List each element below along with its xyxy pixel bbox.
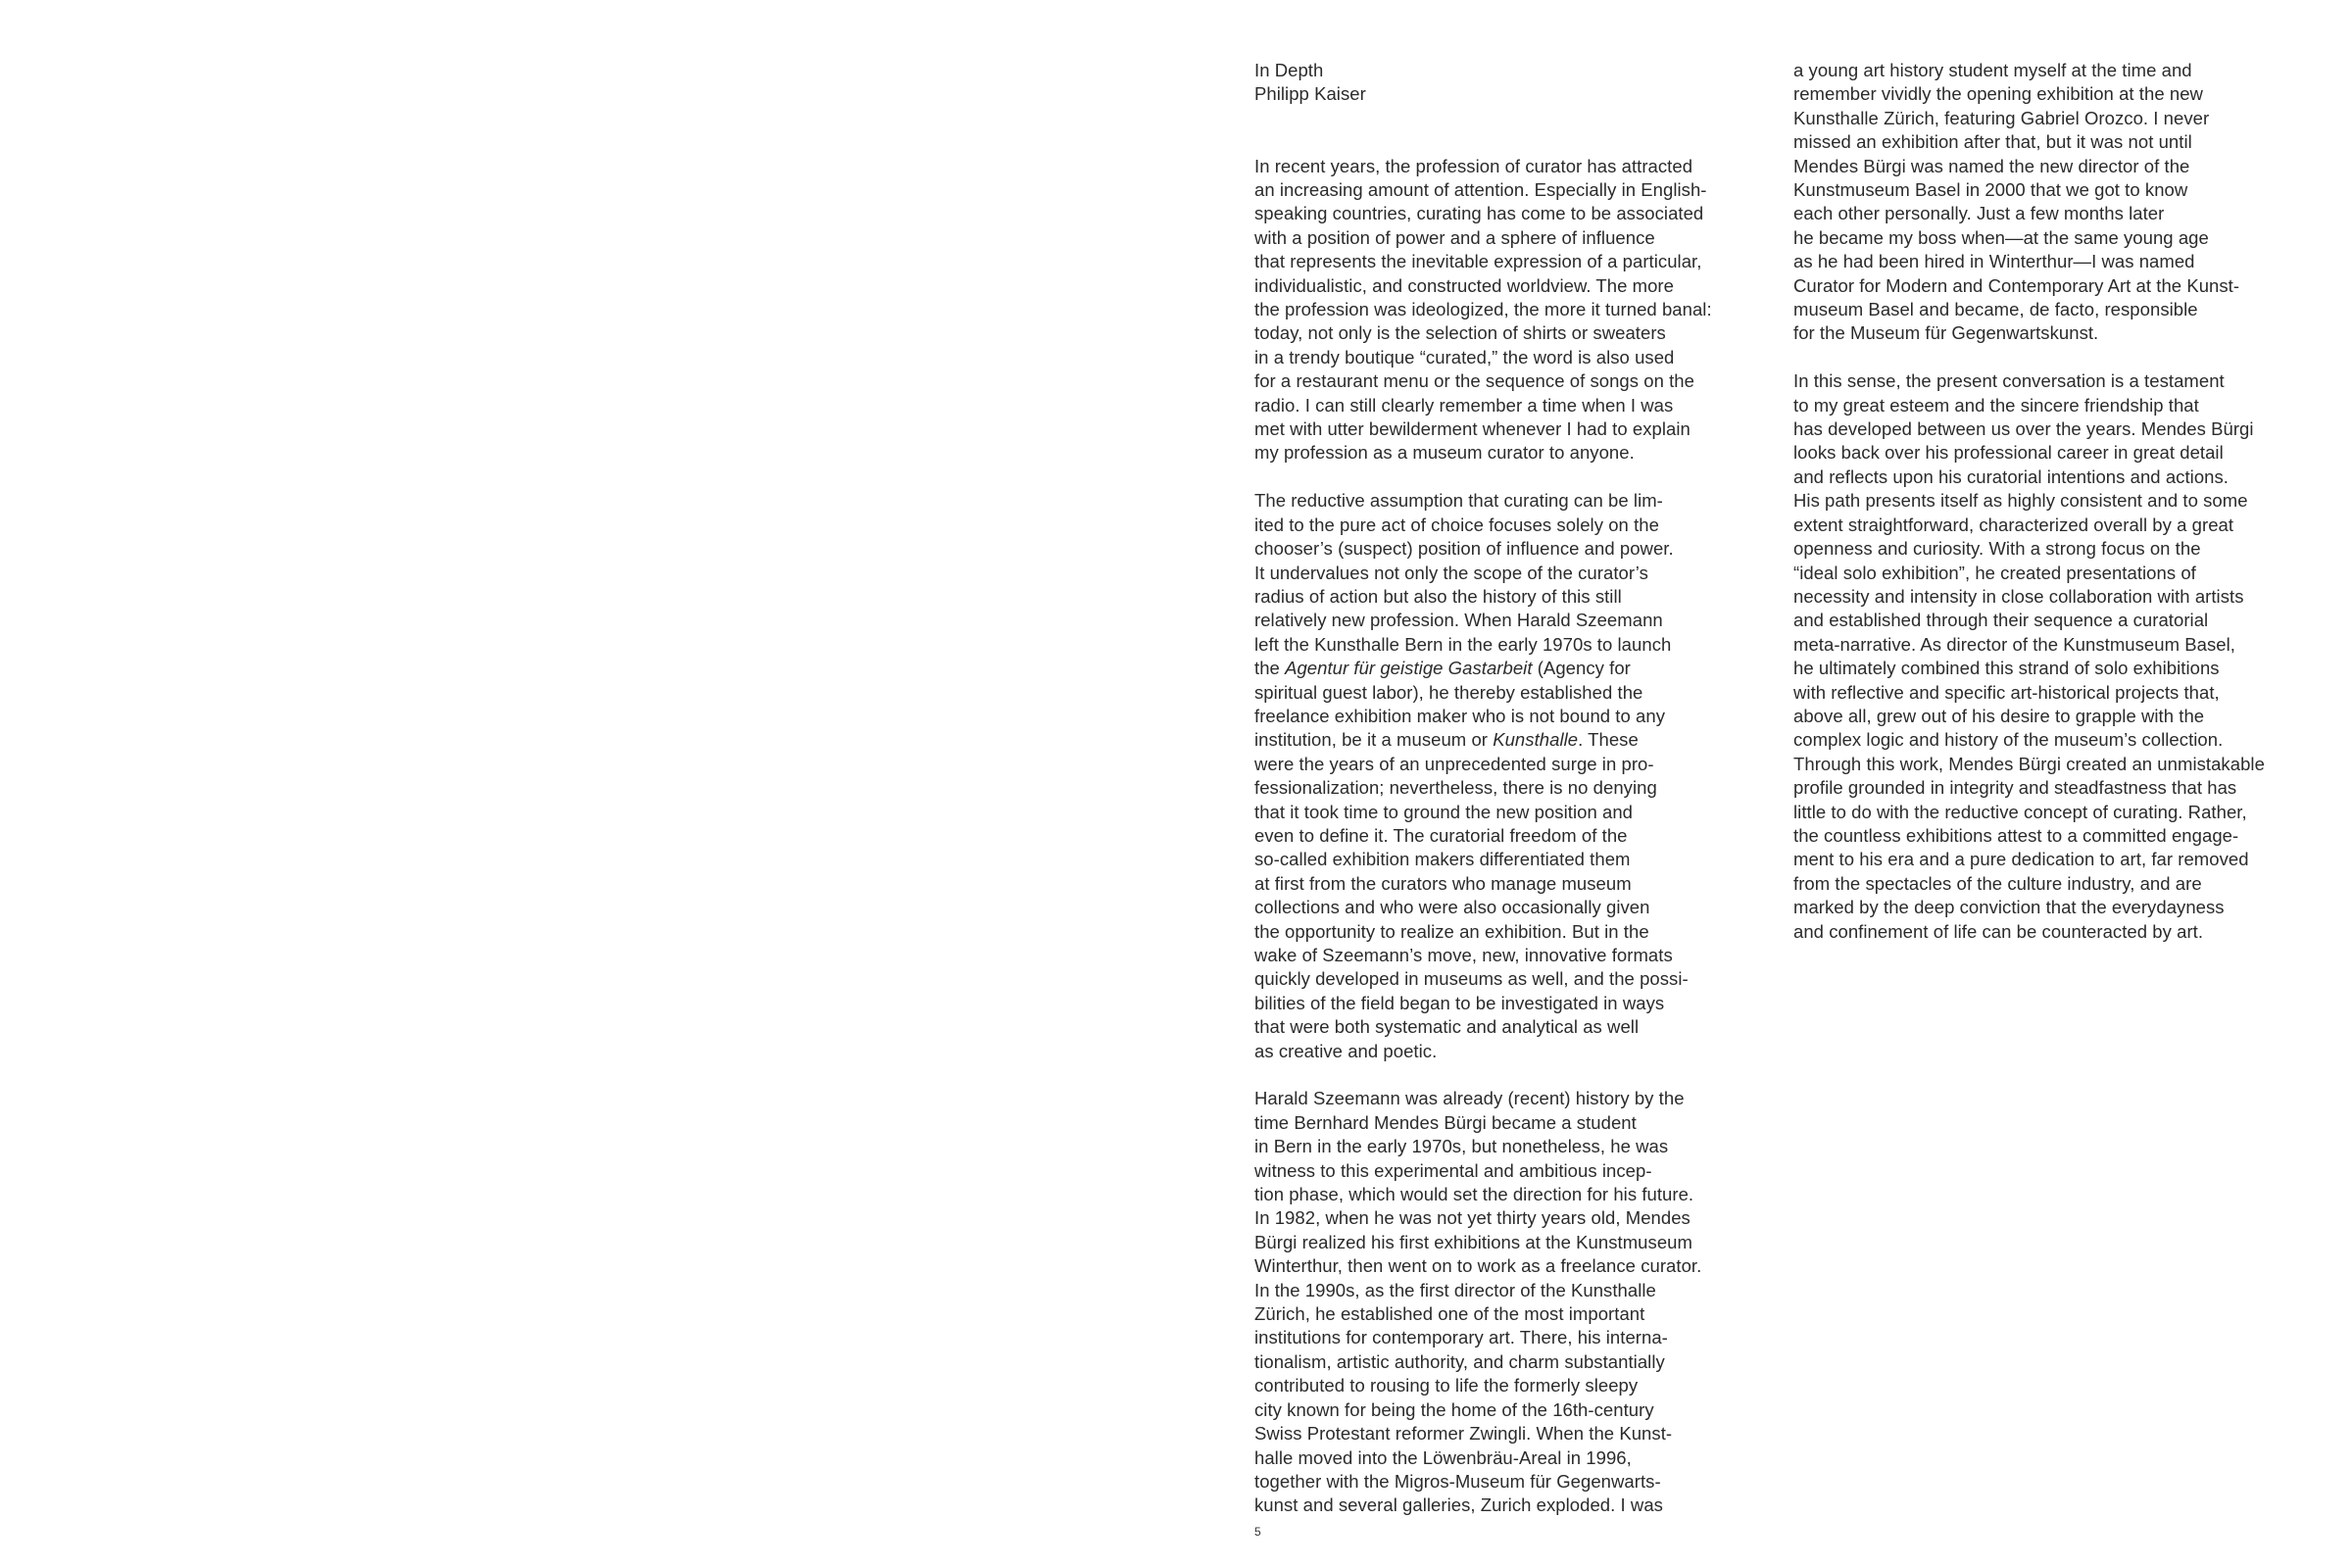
- text-line: [1793, 657, 2342, 680]
- text-line: [1254, 753, 1803, 776]
- text-segment: each other personally. Just a few months later: [1793, 203, 2165, 224]
- right-column-body: [1793, 59, 2342, 944]
- italic-text: Kunsthalle: [1493, 729, 1579, 751]
- text-segment: In 1982, when he was not yet thirty years old, Mendes: [1254, 1207, 1690, 1229]
- text-segment: in a trendy boutique “curated,” the word is also used: [1254, 346, 1675, 368]
- text-line: [1254, 1398, 1803, 1422]
- text-line: [1254, 896, 1803, 919]
- text-line: [1254, 872, 1803, 896]
- text-line: [1254, 1183, 1803, 1206]
- right-page: [1176, 0, 2352, 1568]
- text-line: [1254, 1087, 1803, 1110]
- text-segment: Winterthur, then went on to work as a freelance curator.: [1254, 1255, 1702, 1277]
- text-segment: today, not only is the selection of shirts or sweaters: [1254, 322, 1666, 344]
- text-line: [1254, 274, 1803, 298]
- text-segment: and confinement of life can be counteracted by art.: [1793, 920, 2204, 942]
- text-line: [1793, 609, 2342, 632]
- text-segment: institution, be it a museum or: [1254, 729, 1494, 751]
- text-line: [1793, 369, 2342, 393]
- text-segment: from the spectacles of the culture industry, and are: [1793, 872, 2202, 894]
- text-line: [1793, 274, 2342, 298]
- text-line: [1793, 728, 2342, 752]
- text-segment: and reflects upon his curatorial intentions and actions.: [1793, 466, 2229, 487]
- paragraph: [1793, 59, 2342, 346]
- text-line: [1793, 155, 2342, 178]
- text-line: [1793, 633, 2342, 657]
- text-segment: that were both systematic and analytical as well: [1254, 1016, 1640, 1038]
- text-segment: he became my boss when—at the same young age: [1793, 226, 2209, 248]
- text-segment: and established through their sequence a curatorial: [1793, 610, 2209, 631]
- text-segment: relatively new profession. When Harald Szeemann: [1254, 610, 1663, 631]
- text-segment: . These: [1578, 729, 1639, 751]
- text-line: [1793, 753, 2342, 776]
- paragraph: [1254, 489, 1803, 1063]
- text-segment: tionalism, artistic authority, and charm substantially: [1254, 1350, 1665, 1372]
- text-line: [1254, 298, 1803, 321]
- text-segment: Through this work, Mendes Bürgi created an unmistakable: [1793, 753, 2265, 774]
- text-line: [1793, 824, 2342, 848]
- text-segment: institutions for contemporary art. There, his interna-: [1254, 1327, 1668, 1348]
- text-line: [1254, 681, 1803, 705]
- text-segment: an increasing amount of attention. Especially in English-: [1254, 179, 1707, 201]
- text-line: [1254, 728, 1803, 752]
- text-line: [1254, 1111, 1803, 1135]
- text-segment: as he had been hired in Winterthur—I was named: [1793, 251, 2195, 272]
- text-segment: for the Museum für Gegenwartskunst.: [1793, 322, 2099, 344]
- text-segment: that it took time to ground the new position and: [1254, 801, 1634, 822]
- text-line: [1793, 585, 2342, 609]
- text-line: [1254, 1446, 1803, 1470]
- text-line: [1254, 848, 1803, 871]
- text-segment: has developed between us over the years. Mendes Bürgi: [1793, 418, 2254, 440]
- text-segment: His path presents itself as highly consistent and to some: [1793, 490, 2248, 512]
- text-line: [1254, 1326, 1803, 1349]
- paragraph: [1254, 1087, 1803, 1517]
- text-line: [1254, 178, 1803, 202]
- text-segment: with reflective and specific art-historical projects that,: [1793, 681, 2220, 703]
- text-line: [1793, 321, 2342, 345]
- text-line: [1254, 776, 1803, 800]
- text-segment: met with utter bewilderment whenever I had to explain: [1254, 418, 1690, 440]
- italic-text: Agentur für geistige Gastarbeit: [1285, 658, 1533, 679]
- text-line: [1254, 585, 1803, 609]
- text-line: [1793, 441, 2342, 465]
- text-segment: “ideal solo exhibition”, he created presentations of: [1793, 562, 2196, 583]
- text-segment: marked by the deep conviction that the everydayness: [1793, 897, 2225, 918]
- text-segment: were the years of an unprecedented surge in pro-: [1254, 753, 1654, 774]
- text-segment: Swiss Protestant reformer Zwingli. When the Kunst-: [1254, 1423, 1673, 1445]
- text-line: [1793, 872, 2342, 896]
- text-line: [1254, 1015, 1803, 1039]
- running-header: [1254, 59, 1803, 107]
- text-line: [1254, 633, 1803, 657]
- text-line: [1793, 776, 2342, 800]
- text-line: [1254, 394, 1803, 417]
- text-segment: remember vividly the opening exhibition at the new: [1793, 83, 2203, 105]
- text-segment: the profession was ideologized, the more it turned banal:: [1254, 299, 1712, 320]
- text-segment: as creative and poetic.: [1254, 1040, 1438, 1061]
- text-segment: individualistic, and constructed worldview. The more: [1254, 274, 1674, 296]
- text-line: [1793, 250, 2342, 273]
- text-segment: the countless exhibitions attest to a committed engage-: [1793, 824, 2239, 846]
- text-segment: radio. I can still clearly remember a time when I was: [1254, 394, 1674, 416]
- text-segment: kunst and several galleries, Zurich exploded. I was: [1254, 1494, 1663, 1516]
- text-segment: spiritual guest labor), he thereby established the: [1254, 681, 1643, 703]
- text-line: [1793, 681, 2342, 705]
- text-segment: wake of Szeemann’s move, new, innovative formats: [1254, 945, 1673, 965]
- text-segment: Zürich, he established one of the most important: [1254, 1303, 1645, 1325]
- text-segment: In recent years, the profession of curator has attracted: [1254, 155, 1693, 176]
- text-line: [1254, 1374, 1803, 1397]
- text-line: [1793, 514, 2342, 537]
- text-line: [1793, 562, 2342, 585]
- text-line: [1254, 321, 1803, 345]
- text-line: [1254, 1302, 1803, 1326]
- text-segment: openness and curiosity. With a strong focus on the: [1793, 538, 2201, 560]
- text-segment: radius of action but also the history of this still: [1254, 585, 1622, 607]
- text-line: [1793, 59, 2342, 82]
- text-segment: with a position of power and a sphere of influence: [1254, 226, 1655, 248]
- text-segment: necessity and intensity in close collaboration with artists: [1793, 585, 2244, 607]
- text-segment: complex logic and history of the museum’s collection.: [1793, 729, 2224, 751]
- paragraph: [1793, 369, 2342, 944]
- text-segment: for a restaurant menu or the sequence of songs on the: [1254, 370, 1694, 392]
- text-line: [1254, 1422, 1803, 1446]
- text-segment: so-called exhibition makers differentiated them: [1254, 849, 1631, 870]
- paragraph: [1254, 155, 1803, 466]
- text-segment: collections and who were also occasionally given: [1254, 897, 1650, 918]
- text-line: [1254, 514, 1803, 537]
- text-segment: in Bern in the early 1970s, but nonetheless, he was: [1254, 1136, 1669, 1157]
- text-line: [1793, 466, 2342, 489]
- text-column-left: [1254, 59, 1803, 1518]
- text-line: [1254, 705, 1803, 728]
- text-line: [1793, 896, 2342, 919]
- text-segment: freelance exhibition maker who is not bound to any: [1254, 705, 1666, 726]
- text-segment: together with the Migros-Museum für Gegenwarts-: [1254, 1470, 1661, 1492]
- text-segment: the opportunity to realize an exhibition. But in the: [1254, 920, 1649, 942]
- text-line: [1254, 1350, 1803, 1374]
- text-line: [1793, 202, 2342, 225]
- text-line: [1254, 489, 1803, 513]
- page-number: 5: [1254, 1525, 1261, 1539]
- text-line: [1254, 1470, 1803, 1494]
- text-line: [1254, 1206, 1803, 1230]
- text-segment: witness to this experimental and ambitious incep-: [1254, 1159, 1652, 1181]
- text-line: [1254, 967, 1803, 991]
- text-line: [1793, 107, 2342, 130]
- text-segment: that represents the inevitable expression of a particular,: [1254, 251, 1702, 272]
- text-segment: (Agency for: [1532, 658, 1631, 679]
- text-segment: looks back over his professional career in great detail: [1793, 442, 2224, 464]
- text-line: [1254, 1231, 1803, 1254]
- text-segment: Kunstmuseum Basel in 2000 that we got to know: [1793, 179, 2188, 201]
- text-segment: city known for being the home of the 16th-century: [1254, 1398, 1654, 1420]
- author-name: Philipp Kaiser: [1254, 83, 1366, 105]
- text-segment: left the Kunsthalle Bern in the early 1970s to launch: [1254, 633, 1672, 655]
- text-line: [1254, 992, 1803, 1015]
- text-line: [1254, 1254, 1803, 1278]
- text-line: [1254, 441, 1803, 465]
- text-segment: extent straightforward, characterized overall by a great: [1793, 514, 2234, 535]
- text-line: [1254, 250, 1803, 273]
- text-line: [1254, 1040, 1803, 1063]
- text-line: [1254, 1135, 1803, 1158]
- text-segment: Kunsthalle Zürich, featuring Gabriel Orozco. I never: [1793, 107, 2210, 128]
- text-line: [1254, 944, 1803, 967]
- text-line: [1793, 489, 2342, 513]
- text-column-right: [1793, 59, 2342, 944]
- text-segment: bilities of the field began to be investigated in ways: [1254, 992, 1665, 1013]
- text-segment: halle moved into the Löwenbräu-Areal in 1996,: [1254, 1446, 1632, 1468]
- text-segment: meta-narrative. As director of the Kunstmuseum Basel,: [1793, 633, 2235, 655]
- text-segment: The reductive assumption that curating can be lim-: [1254, 490, 1663, 512]
- text-line: [1793, 298, 2342, 321]
- text-line: [1793, 417, 2342, 441]
- text-segment: to my great esteem and the sincere friendship that: [1793, 394, 2199, 416]
- text-line: [1254, 1494, 1803, 1517]
- text-line: [1254, 920, 1803, 944]
- text-line: [1793, 82, 2342, 106]
- text-line: [1793, 178, 2342, 202]
- text-segment: It undervalues not only the scope of the curator’s: [1254, 562, 1648, 583]
- text-line: [1254, 369, 1803, 393]
- text-segment: profile grounded in integrity and steadfastness that has: [1793, 777, 2237, 799]
- text-line: [1254, 226, 1803, 250]
- text-segment: time Bernhard Mendes Bürgi became a student: [1254, 1111, 1637, 1133]
- text-line: [1254, 609, 1803, 632]
- text-line: [1793, 848, 2342, 871]
- text-line: [1793, 537, 2342, 561]
- text-segment: contributed to rousing to life the formerly sleepy: [1254, 1375, 1639, 1396]
- text-segment: tion phase, which would set the direction for his future.: [1254, 1184, 1694, 1205]
- text-segment: Bürgi realized his first exhibitions at the Kunstmuseum: [1254, 1231, 1692, 1252]
- left-column-body: [1254, 155, 1803, 1518]
- text-segment: Mendes Bürgi was named the new director of the: [1793, 155, 2190, 176]
- text-segment: he ultimately combined this strand of solo exhibitions: [1793, 658, 2220, 679]
- text-segment: museum Basel and became, de facto, responsible: [1793, 299, 2198, 320]
- text-segment: my profession as a museum curator to anyone.: [1254, 442, 1635, 464]
- text-segment: missed an exhibition after that, but it was not until: [1793, 131, 2192, 153]
- section-title: In Depth: [1254, 60, 1324, 80]
- text-line: [1254, 801, 1803, 824]
- text-line: [1254, 1159, 1803, 1183]
- text-line: [1793, 394, 2342, 417]
- text-segment: little to do with the reductive concept of curating. Rather,: [1793, 801, 2247, 822]
- text-segment: fessionalization; nevertheless, there is no denying: [1254, 777, 1657, 799]
- text-segment: In the 1990s, as the first director of the Kunsthalle: [1254, 1279, 1656, 1300]
- text-line: [1793, 920, 2342, 944]
- text-segment: speaking countries, curating has come to be associated: [1254, 203, 1704, 224]
- text-segment: a young art history student myself at the time and: [1793, 60, 2192, 80]
- text-segment: at first from the curators who manage museum: [1254, 872, 1632, 894]
- text-line: [1793, 130, 2342, 154]
- text-line: [1254, 155, 1803, 178]
- text-segment: above all, grew out of his desire to grapple with the: [1793, 705, 2205, 726]
- text-line: [1254, 562, 1803, 585]
- text-line: [1793, 801, 2342, 824]
- text-line: [1254, 657, 1803, 680]
- text-segment: ment to his era and a pure dedication to art, far removed: [1793, 849, 2249, 870]
- text-line: [1793, 226, 2342, 250]
- text-line: [1254, 1279, 1803, 1302]
- text-segment: ited to the pure act of choice focuses solely on the: [1254, 514, 1659, 535]
- text-line: [1254, 537, 1803, 561]
- text-line: [1254, 202, 1803, 225]
- text-line: [1254, 346, 1803, 369]
- text-segment: chooser’s (suspect) position of influence and power.: [1254, 538, 1674, 560]
- text-segment: even to define it. The curatorial freedom of the: [1254, 824, 1628, 846]
- text-line: [1793, 705, 2342, 728]
- text-segment: quickly developed in museums as well, and the possi-: [1254, 968, 1689, 990]
- text-line: [1254, 824, 1803, 848]
- text-segment: the: [1254, 658, 1286, 679]
- text-line: [1254, 417, 1803, 441]
- text-segment: Harald Szeemann was already (recent) history by the: [1254, 1088, 1685, 1109]
- text-segment: In this sense, the present conversation is a testament: [1793, 370, 2225, 392]
- text-segment: Curator for Modern and Contemporary Art at the Kunst-: [1793, 274, 2240, 296]
